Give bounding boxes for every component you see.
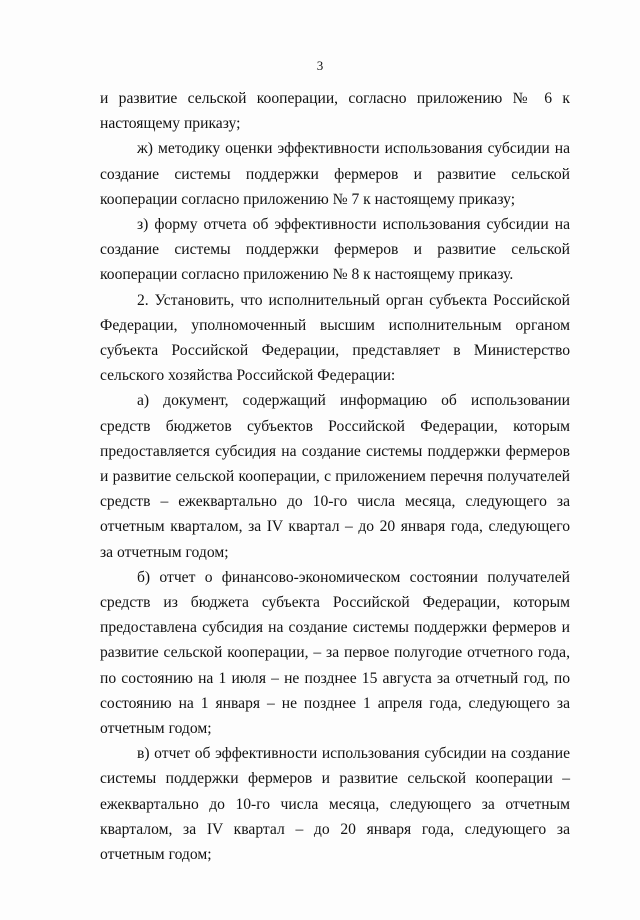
paragraph-continuation: и развитие сельской кооперации, согласно приложению № 6 к настоящему приказу; xyxy=(100,90,570,133)
paragraph-item-zh: ж) методику оценки эффективности использования субсидии на создание системы поддержки фермеров и развитие сельской кооперации согласно приложению № 7 к настоящему приказу; xyxy=(100,140,570,208)
page-number: 3 xyxy=(316,58,324,73)
paragraph-clause-2: 2. Установить, что исполнительный орган субъекта Российской Федерации, уполномоченный высшим исполнительным органом субъекта Российской Федерации, представляет в Министерство сельского хозяйства Российской Федерации: xyxy=(100,291,570,385)
paragraph-item-a: а) документ, содержащий информацию об использовании средств бюджетов субъектов Российской Федерации, которым предоставляется субсидия на создание системы поддержки фермеров и развитие сельской кооперации, с приложением перечня получателей средств – ежеквартально до 10-го числа месяца, следующего за отчетным кварталом, за IV квартал – до 20 января года, следующего за отчетным годом; xyxy=(100,392,570,561)
paragraph-item-z: з) форму отчета об эффективности использования субсидии на создание системы поддержки фермеров и развитие сельской кооперации согласно приложению № 8 к настоящему приказу. xyxy=(100,216,570,284)
document-body xyxy=(100,86,570,867)
paragraph-item-b: б) отчет о финансово-экономическом состоянии получателей средств из бюджета субъекта Российской Федерации, которым предоставлена субсидия на создание системы поддержки фермеров и развитие сельской кооперации, – за первое полугодие отчетного года, по состоянию на 1 июля – не позднее 15 августа за отчетный год, по состоянию на 1 января – не позднее 1 апреля года, следующего за отчетным годом; xyxy=(100,568,570,738)
paragraph-item-v: в) отчет об эффективности использования субсидии на создание системы поддержки фермеров и развитие сельской кооперации – ежеквартально до 10-го числа месяца, следующего за отчетным кварталом, за IV квартал – до 20 января года, следующего за отчетным годом; xyxy=(100,745,570,864)
